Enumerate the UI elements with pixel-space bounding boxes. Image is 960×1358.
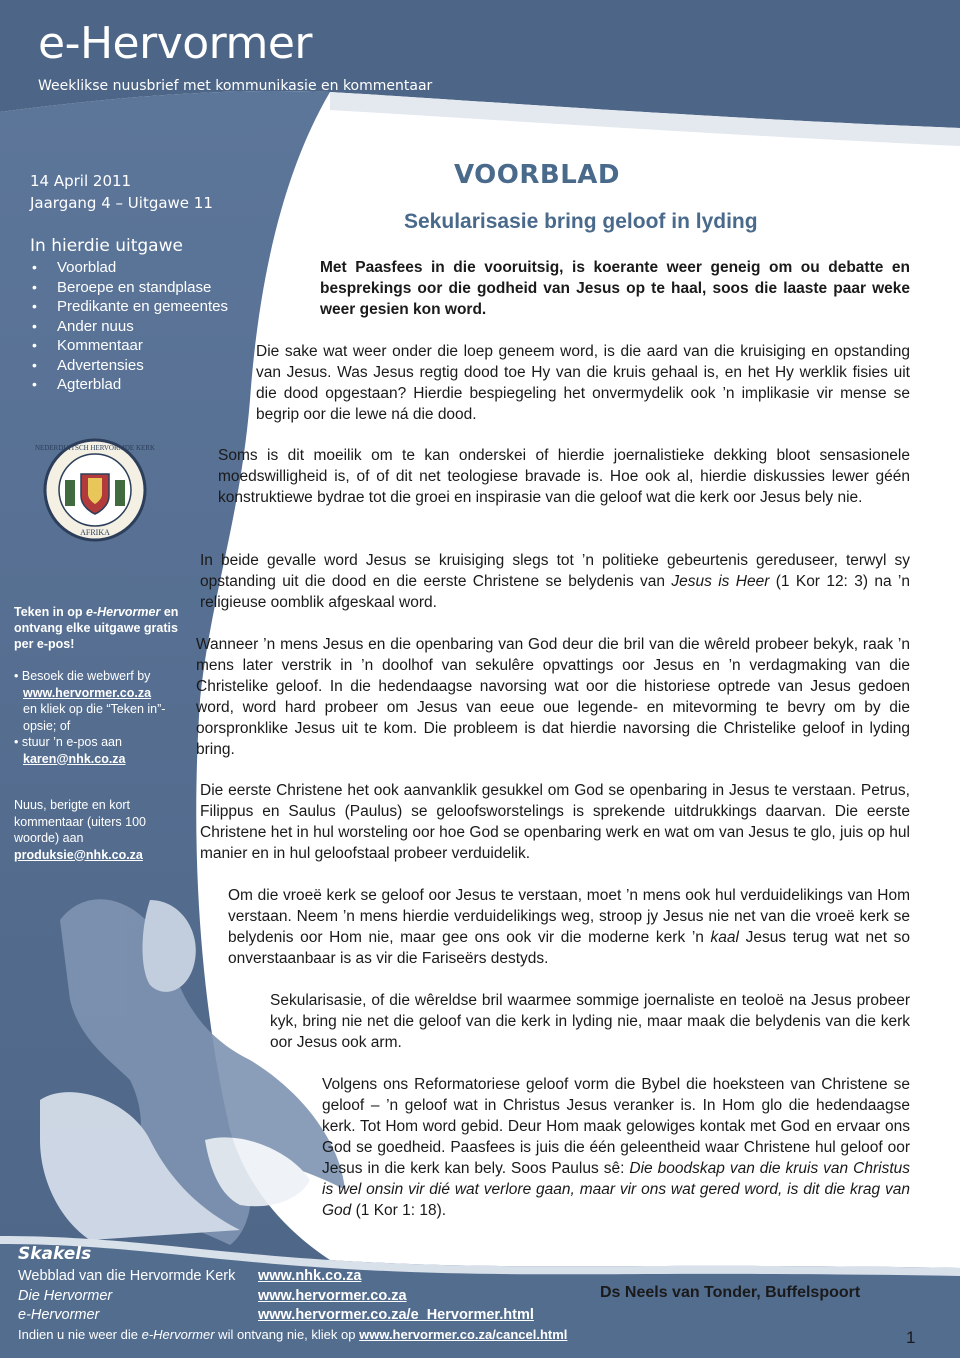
website-link[interactable]: www.hervormer.co.za: [23, 685, 152, 700]
signup-text: Teken in op e-Hervormer en ontvang elke uitgawe gratis per e-pos!: [14, 605, 179, 651]
article-headline: Sekularisasie bring geloof in lyding: [404, 210, 758, 233]
contents-item[interactable]: • Predikante en gemeentes: [30, 297, 228, 317]
links-list: [18, 1267, 534, 1326]
issue-date: 14 April 2011: [30, 172, 132, 190]
subscribe-instructions: • Besoek die webwerf by www.hervormer.co.za en kliek op die “Teken in”-opsie; of • stuur ’n e-pos aan karen@nhk.co.za: [14, 669, 166, 766]
page-number: 1: [906, 1328, 916, 1347]
hervormer-link[interactable]: www.hervormer.co.za: [258, 1287, 407, 1304]
contents-item[interactable]: • Ander nuus: [30, 317, 228, 337]
article-paragraph: Die sake wat weer onder die loep geneem word, is die aard van die kruisiging en opstanding van Jesus. Was Jesus regtig dood toe Hy van die kruis gehaal is, en het Hy werklik fisies uit die dood opgestaan? Hierdie bespiegeling het onvermydelik ook ’n implikasie vir mense se begrip oor die lewe ná die dood.: [256, 343, 910, 423]
issue-number: Jaargang 4 – Uitgawe 11: [30, 194, 213, 212]
contents-item[interactable]: • Voorblad: [30, 258, 228, 278]
e-hervormer-link[interactable]: www.hervormer.co.za/e_Hervormer.html: [258, 1307, 534, 1323]
article-paragraph: Soms is dit moeilik om te kan onderskei of hierdie joernalistieke dekking bloot sensasionele moedswilligheid is, of of dit net teologiese bravade is. Hoe ook al, hierdie diskussies lewer géén konstruktiewe bydrae tot die groei en inspirasie van die geloof wat die kerk oor Jesus bely nie.: [218, 447, 910, 506]
link-label: Die Hervormer: [18, 1287, 113, 1304]
article-paragraph: Die eerste Christene het ook aanvanklik gesukkel om God se openbaring in Jesus te verstaan. Petrus, Filippus en Saulus (Paulus) se geloofsworstelings is sprekende uitdrukkings daarvan. Die eerste Christene het in hul worsteling oor hoe God se openbaring werk en wat om van Jesus te glo, juis op hul manier en in hul geloofstaal probeer verduidelik.: [200, 782, 910, 862]
article-paragraph: Om die vroeë kerk se geloof oor Jesus te verstaan, moet ’n mens ook hul verduidelikings van Hom verstaan. Neem ’n mens hierdie verduidelikings weg, stroop jy Jesus nie net van die vroeë kerk se belydenis oor Hom nie, maar gee ons ook vir die moderne kerk ’n kaal Jesus terug wat net so onverstaanbaar is as vir die Fariseërs destyds.: [228, 887, 911, 967]
contents-item[interactable]: • Kommentaar: [30, 336, 228, 356]
svg-text:AFRIKA: AFRIKA: [80, 528, 110, 537]
contents-list: [30, 258, 228, 395]
links-heading: Skakels: [18, 1244, 92, 1264]
article-paragraph: Wanneer ’n mens Jesus en die openbaring van God deur die bril van die wêreld probeer bekyk, raak ’n mens later verstrik in ’n doolhof van sekulêre opvattings oor Jesus en ’n verdagmaking van die Christelike geloof. In die hedendaagse navorsing wat oor die historiese optrede van Jesus gedoen word, word hard probeer om Jesus van eeue oue legende- en mitevorming te bevry om by die oorspronklike Jesus uit te kom. Die probleem is dat hierdie navorsing die Christelike geloof in lyding bring.: [196, 636, 910, 758]
author-signature: Ds Neels van Tonder, Buffelspoort: [600, 1284, 861, 1301]
contents-item[interactable]: • Beroepe en standplase: [30, 278, 228, 298]
contents-heading: In hierdie uitgawe: [30, 236, 183, 256]
link-label: e-Hervormer: [18, 1307, 100, 1323]
contents-item[interactable]: • Agterblad: [30, 375, 228, 395]
cancel-link[interactable]: www.hervormer.co.za/cancel.html: [359, 1327, 568, 1342]
link-label: Webblad van die Hervormde Kerk: [18, 1268, 236, 1284]
article-paragraph: In beide gevalle word Jesus se kruisiging slegs tot ’n politieke gebeurtenis gereduseer, terwyl sy opstanding uit die dood en die eerste Christene se belydenis van Jesus is Heer (1 Kor 12: 3) na ’n religieuse oomblik afgeskaal word.: [200, 552, 910, 611]
article-paragraph: Sekularisasie, of die wêreldse bril waarmee sommige joernaliste en teoloë na Jesus probeer kyk, bring nie net die geloof van die kerk in lyding nie, maar maak die belydenis van die kerk oor Jesus ook arm.: [270, 992, 910, 1051]
news-submission: Nuus, berigte en kort kommentaar (uiters 100 woorde) aan produksie@nhk.co.za: [14, 798, 147, 862]
section-heading: VOORBLAD: [454, 160, 620, 190]
contents-item[interactable]: • Advertensies: [30, 356, 228, 376]
email-link[interactable]: karen@nhk.co.za: [23, 751, 126, 766]
newsletter-subtitle: Weeklikse nuusbrief met kommunikasie en kommentaar: [38, 78, 433, 94]
production-email-link[interactable]: produksie@nhk.co.za: [14, 847, 143, 862]
newsletter-title: e-Hervormer: [38, 18, 312, 69]
svg-text:NEDERDUITSCH HERVORMDE KERK: NEDERDUITSCH HERVORMDE KERK: [35, 444, 155, 452]
article-paragraph: Volgens ons Reformatoriese geloof vorm die Bybel die hoeksteen van Christene se geloof – ’n geloof wat in Christus Jesus veranker is. In Hom glo die hedendaagse kerk. Tot Hom word gebid. Deur Hom maak gelowiges kontak met God en ervaar ons God se goedheid. Paasfees is juis die één geleentheid waar Christene hul geloof oor Jesus in die kerk kan bely. Soos Paulus sê: Die boodskap van die kruis van Christus is wel onsin vir dié wat verlore gaan, maar vir ons wat gered word, is dit die krag van God (1 Kor 1: 18).: [322, 1076, 910, 1219]
unsubscribe-note: Indien u nie weer die e-Hervormer wil ontvang nie, kliek op www.hervormer.co.za/cancel.html: [18, 1327, 568, 1342]
article-lead: Met Paasfees in die vooruitsig, is koerante weer geneig om ou debatte en besprekings oor die godheid van Jesus op te haal, soos die laaste paar weke weer gesien kon word.: [320, 259, 910, 318]
nhk-link[interactable]: www.nhk.co.za: [258, 1268, 362, 1284]
